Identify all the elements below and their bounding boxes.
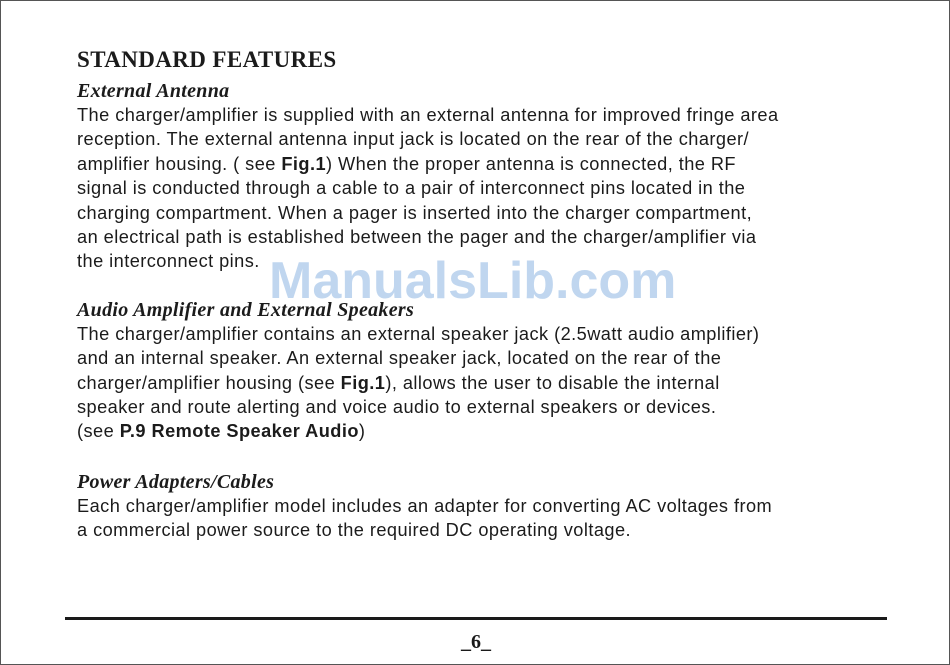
text-line <box>77 176 897 200</box>
text-line <box>77 494 897 518</box>
section-heading-power-adapters: Power Adapters/Cables <box>77 470 275 493</box>
footer-divider <box>65 617 887 620</box>
text-run: ), allows the user to disable the internal <box>385 372 720 393</box>
section-heading-audio-amplifier: Audio Amplifier and External Speakers <box>77 298 415 321</box>
text-run: the interconnect pins. <box>77 251 260 272</box>
text-line <box>77 249 897 273</box>
text-run: amplifier housing. ( see <box>77 153 282 174</box>
text-line <box>77 127 897 151</box>
text-line <box>77 395 897 419</box>
text-run: charger/amplifier housing (see <box>77 372 341 393</box>
section-heading-external-antenna: External Antenna <box>77 80 230 102</box>
text-run: reception. The external antenna input jack is located on the rear of the charger/ <box>77 129 750 150</box>
section-spacer <box>77 444 897 470</box>
section-body-external-antenna <box>77 103 897 274</box>
bold-reference: Fig.1 <box>281 153 327 174</box>
text-run: The charger/amplifier contains an external speaker jack (2.5watt audio amplifier) <box>77 323 760 344</box>
section-body-power-adapters <box>77 494 897 543</box>
section-body-audio-amplifier <box>77 322 897 444</box>
text-run: and an internal speaker. An external speaker jack, located on the rear of the <box>77 348 722 369</box>
text-run: ) <box>358 421 366 442</box>
bold-reference: P.9 Remote Speaker Audio <box>119 421 359 442</box>
text-line <box>77 322 897 346</box>
text-line <box>77 371 897 395</box>
text-line <box>77 419 897 443</box>
text-line <box>77 225 897 249</box>
section-spacer <box>77 274 897 298</box>
text-run: (see <box>77 421 120 442</box>
text-run: charging compartment. When a pager is inserted into the charger compartment, <box>77 202 753 223</box>
page-number: _6_ <box>461 631 491 653</box>
text-run: signal is conducted through a cable to a pair of interconnect pins located in the <box>77 178 746 199</box>
text-run: speaker and route alerting and voice audio to external speakers or devices. <box>77 397 717 418</box>
text-run: an electrical path is established between the pager and the charger/amplifier via <box>77 227 757 248</box>
watermark-logo: ManualsLib.com <box>269 252 677 310</box>
text-line <box>77 103 897 127</box>
text-line <box>77 346 897 370</box>
text-run: The charger/amplifier is supplied with an external antenna for improved fringe area <box>77 105 779 125</box>
bold-reference: Fig.1 <box>340 372 386 393</box>
text-run: Each charger/amplifier model includes an adapter for converting AC voltages from <box>77 495 773 516</box>
page-title: STANDARD FEATURES <box>77 47 337 72</box>
text-run: a commercial power source to the required DC operating voltage. <box>77 520 632 541</box>
text-line <box>77 518 897 542</box>
page-content <box>77 45 897 543</box>
text-line <box>77 201 897 225</box>
text-line <box>77 152 897 176</box>
text-run: ) When the proper antenna is connected, the RF <box>326 153 736 174</box>
